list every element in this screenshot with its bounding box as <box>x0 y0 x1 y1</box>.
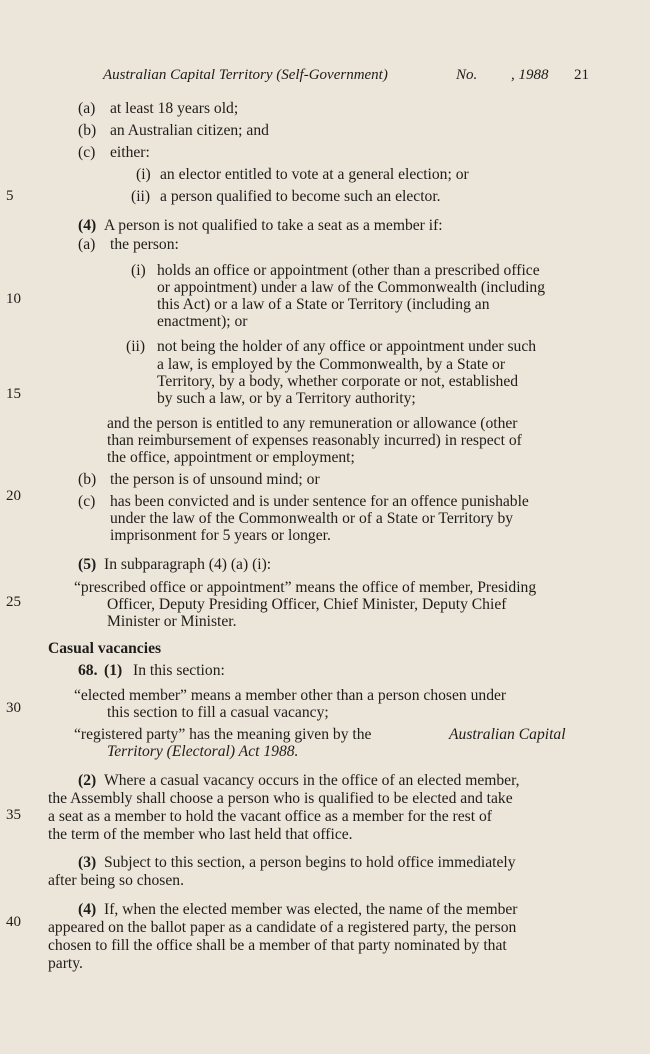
text-line: In subparagraph (4) (a) (i): <box>104 556 272 573</box>
text-line: imprisonment for 5 years or longer. <box>110 527 331 544</box>
text-line: Officer, Deputy Presiding Officer, Chief Minister, Deputy Chief <box>107 596 507 613</box>
text-line: chosen to fill the office shall be a member of that party nominated by that <box>48 937 507 954</box>
line-number: 5 <box>6 188 14 204</box>
paragraph-label: (c) <box>78 144 96 161</box>
line-number: 10 <box>6 291 21 307</box>
definition-line: “registered party” has the meaning given by the <box>74 726 372 743</box>
text-line: appeared on the ballot paper as a candidate of a registered party, the person <box>48 919 517 936</box>
header-year: , 1988 <box>511 67 549 83</box>
text-line: not being the holder of any office or appointment under such <box>157 338 537 355</box>
header-act-number-label: No. <box>456 67 478 83</box>
line-number: 20 <box>6 488 21 504</box>
subsection-label: (4) <box>78 217 97 234</box>
paragraph-label: (a) <box>78 236 96 253</box>
paragraph-label: (a) <box>78 100 96 117</box>
section-number: 68. <box>78 662 98 679</box>
text-line: the term of the member who last held that office. <box>48 826 353 843</box>
text-line: under the law of the Commonwealth or of a State or Territory by <box>110 510 514 527</box>
text-line: the person: <box>110 236 179 253</box>
text-line: Where a casual vacancy occurs in the office of an elected member, <box>104 772 520 789</box>
text-line: Minister or Minister. <box>107 613 237 630</box>
text-line: party. <box>48 955 83 972</box>
subsection-label: (4) <box>78 901 97 918</box>
text-line: and the person is entitled to any remuneration or allowance (other <box>107 415 518 432</box>
line-number: 35 <box>6 807 21 823</box>
act-citation: Australian Capital <box>449 726 566 743</box>
line-number: 25 <box>6 594 21 610</box>
text-line: enactment); or <box>157 313 248 330</box>
line-number: 30 <box>6 700 21 716</box>
text-line: at least 18 years old; <box>110 100 239 117</box>
text-line: than reimbursement of expenses reasonably incurred) in respect of <box>107 432 522 449</box>
section-heading: Casual vacancies <box>48 640 162 657</box>
subsection-label: (1) <box>104 662 123 679</box>
text-line: a seat as a member to hold the vacant office as a member for the rest of <box>48 808 492 825</box>
definition-line: “prescribed office or appointment” means the office of member, Presiding <box>74 579 537 596</box>
text-line: by such a law, or by a Territory authority; <box>157 390 416 407</box>
page-number: 21 <box>574 67 589 83</box>
text-line: Subject to this section, a person begins to hold office immediately <box>104 854 516 871</box>
act-citation: Territory (Electoral) Act 1988. <box>107 743 299 760</box>
subsection-label: (3) <box>78 854 97 871</box>
text-line: an Australian citizen; and <box>110 122 269 139</box>
text-line: the office, appointment or employment; <box>107 449 355 466</box>
text-line: holds an office or appointment (other than a prescribed office <box>157 262 540 279</box>
subparagraph-label: (ii) <box>126 338 146 355</box>
text-line: after being so chosen. <box>48 872 184 889</box>
text-line: If, when the elected member was elected, the name of the member <box>104 901 518 918</box>
paragraph-label: (b) <box>78 471 97 488</box>
text-line: has been convicted and is under sentence for an offence punishable <box>110 493 529 510</box>
text-line: a person qualified to become such an elector. <box>160 188 441 205</box>
text-line: a law, is employed by the Commonwealth, by a State or <box>157 356 506 373</box>
text-line: Territory, by a body, whether corporate or not, established <box>157 373 519 390</box>
definition-line: “elected member” means a member other than a person chosen under <box>74 687 507 704</box>
paragraph-label: (b) <box>78 122 97 139</box>
running-header <box>103 64 593 86</box>
text-line: or appointment) under a law of the Commonwealth (including <box>157 279 546 296</box>
subsection-label: (5) <box>78 556 97 573</box>
subparagraph-label: (i) <box>131 262 146 279</box>
line-number: 40 <box>6 914 21 930</box>
subsection-label: (2) <box>78 772 97 789</box>
paragraph-label: (c) <box>78 493 96 510</box>
subparagraph-label: (i) <box>136 166 151 183</box>
text-line: this section to fill a casual vacancy; <box>107 704 329 721</box>
text-line: this Act) or a law of a State or Territory (including an <box>157 296 490 313</box>
header-title: Australian Capital Territory (Self-Government) <box>103 67 388 83</box>
subparagraph-label: (ii) <box>131 188 151 205</box>
line-number: 15 <box>6 386 21 402</box>
text-line: the Assembly shall choose a person who is qualified to be elected and take <box>48 790 513 807</box>
text-line: the person is of unsound mind; or <box>110 471 320 488</box>
text-line: either: <box>110 144 150 161</box>
text-line: an elector entitled to vote at a general election; or <box>160 166 469 183</box>
text-line: A person is not qualified to take a seat as a member if: <box>104 217 443 234</box>
text-line: In this section: <box>133 662 225 679</box>
